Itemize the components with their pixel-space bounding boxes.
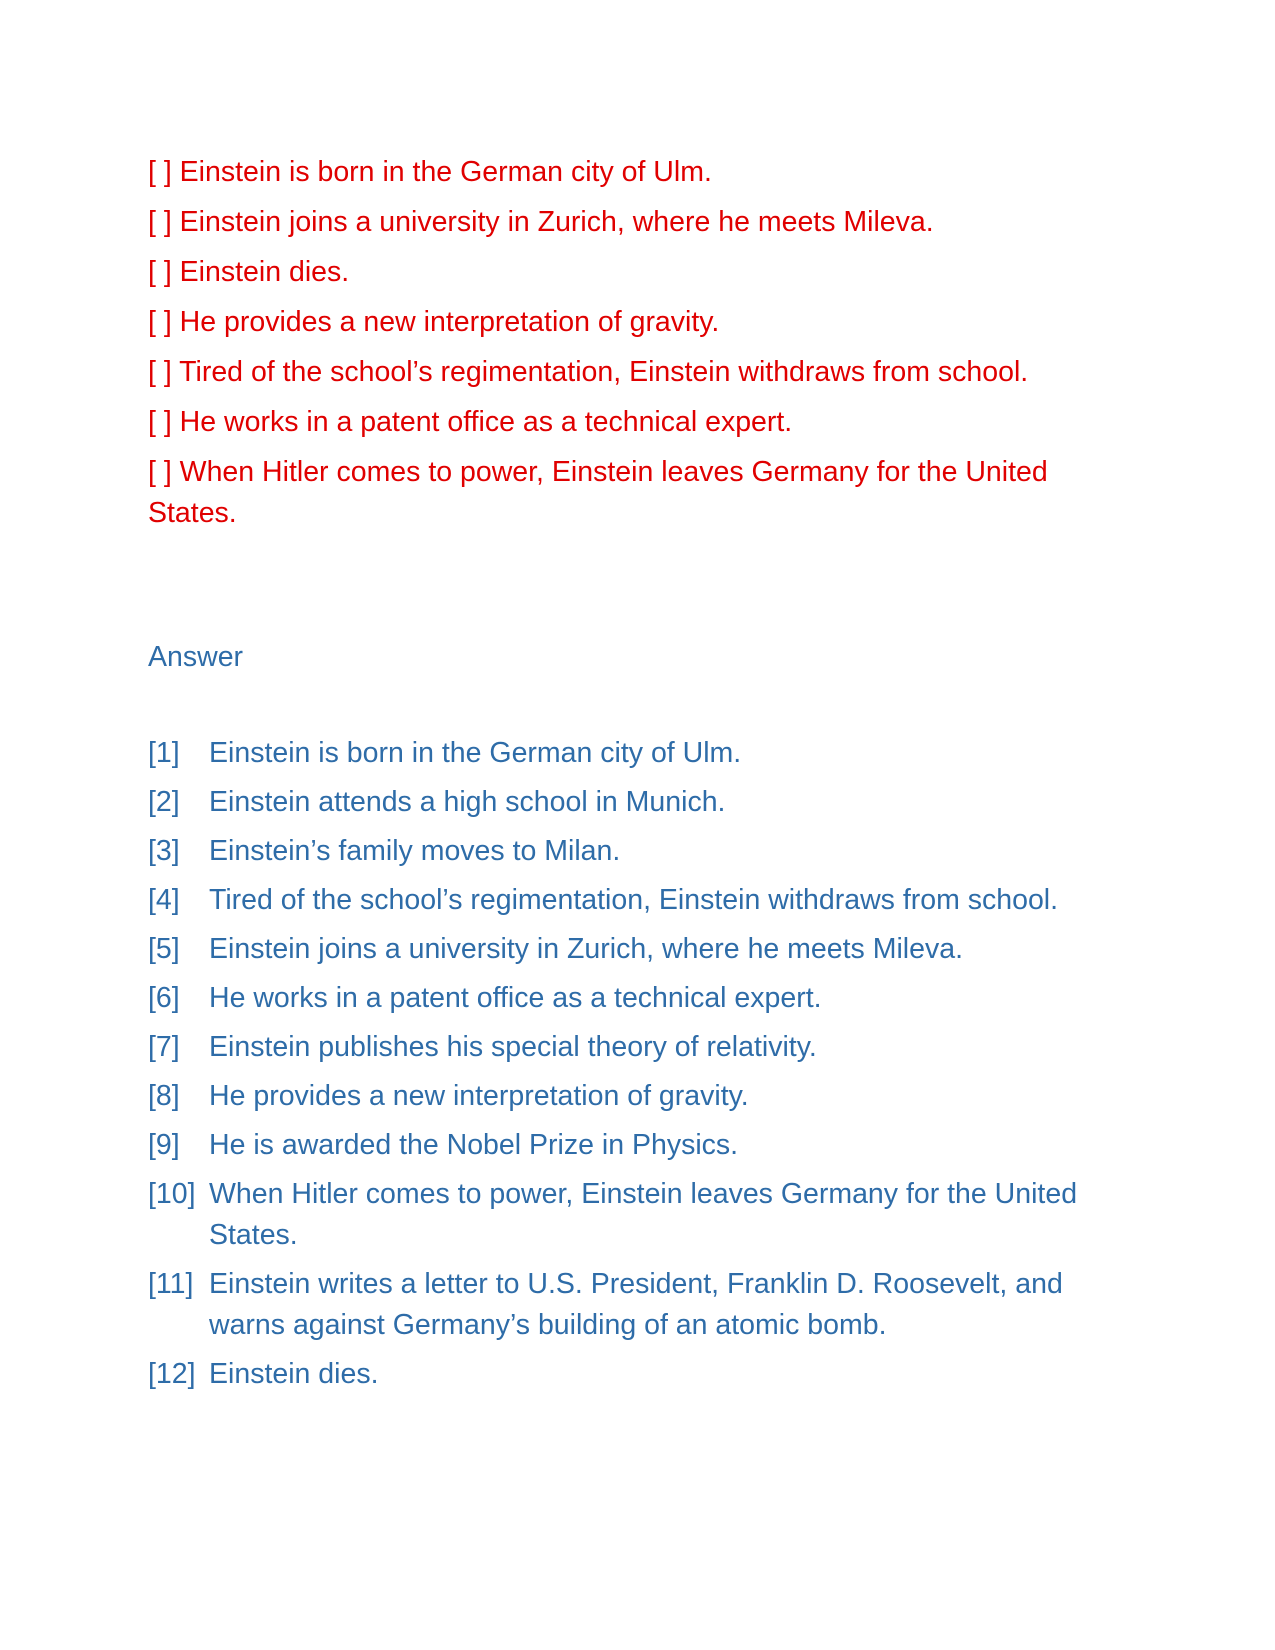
answer-text: Einstein joins a university in Zurich, where he meets Mileva. bbox=[209, 933, 963, 965]
ordering-item: [ ] Tired of the school’s regimentation, Einstein withdraws from school. bbox=[148, 356, 1029, 388]
ordering-item: [ ] He provides a new interpretation of gravity. bbox=[148, 306, 720, 338]
answer-item bbox=[148, 929, 1138, 970]
answer-text: He works in a patent office as a technical expert. bbox=[209, 982, 822, 1014]
answer-item bbox=[148, 733, 1138, 774]
answer-text: When Hitler comes to power, Einstein leaves Germany for the United States. bbox=[209, 1178, 1078, 1251]
answer-item bbox=[148, 831, 1138, 872]
answer-text: He is awarded the Nobel Prize in Physics. bbox=[209, 1129, 739, 1161]
answer-number: [6] bbox=[148, 982, 180, 1014]
answer-number: [2] bbox=[148, 786, 180, 818]
answer-text: Einstein attends a high school in Munich. bbox=[209, 786, 726, 818]
answer-item bbox=[148, 1264, 1138, 1346]
answer-number: [8] bbox=[148, 1080, 180, 1112]
answer-item bbox=[148, 880, 1138, 921]
answer-item bbox=[148, 978, 1138, 1019]
answer-number: [9] bbox=[148, 1129, 180, 1161]
answer-list bbox=[148, 733, 1138, 1403]
answer-item bbox=[148, 1354, 1138, 1395]
answer-item bbox=[148, 1076, 1138, 1117]
answer-heading: Answer bbox=[148, 641, 244, 673]
answer-item bbox=[148, 1174, 1138, 1256]
answer-number: [10] bbox=[148, 1178, 196, 1210]
answer-item bbox=[148, 1125, 1138, 1166]
answer-number: [3] bbox=[148, 835, 180, 867]
answer-number: [4] bbox=[148, 884, 180, 916]
answer-number: [7] bbox=[148, 1031, 180, 1063]
ordering-list bbox=[148, 152, 1138, 543]
ordering-item: [ ] Einstein dies. bbox=[148, 256, 350, 288]
answer-text: Einstein dies. bbox=[209, 1358, 379, 1390]
answer-text: Einstein is born in the German city of Ulm. bbox=[209, 737, 742, 769]
answer-text: Tired of the school’s regimentation, Einstein withdraws from school. bbox=[209, 884, 1059, 916]
ordering-item: [ ] Einstein is born in the German city of Ulm. bbox=[148, 156, 712, 188]
answer-number: [12] bbox=[148, 1358, 196, 1390]
ordering-item: [ ] Einstein joins a university in Zurich, where he meets Mileva. bbox=[148, 206, 934, 238]
answer-text: Einstein publishes his special theory of relativity. bbox=[209, 1031, 817, 1063]
ordering-item: [ ] He works in a patent office as a technical expert. bbox=[148, 406, 793, 438]
answer-number: [5] bbox=[148, 933, 180, 965]
answer-text: Einstein’s family moves to Milan. bbox=[209, 835, 621, 867]
answer-number: [11] bbox=[148, 1268, 194, 1300]
answer-item bbox=[148, 782, 1138, 823]
answer-number: [1] bbox=[148, 737, 180, 769]
answer-text: He provides a new interpretation of gravity. bbox=[209, 1080, 749, 1112]
ordering-item: [ ] When Hitler comes to power, Einstein leaves Germany for the United States. bbox=[148, 456, 1048, 529]
answer-item bbox=[148, 1027, 1138, 1068]
answer-text: Einstein writes a letter to U.S. President, Franklin D. Roosevelt, and warns against Germany’s building of an atomic bomb. bbox=[209, 1268, 1063, 1341]
